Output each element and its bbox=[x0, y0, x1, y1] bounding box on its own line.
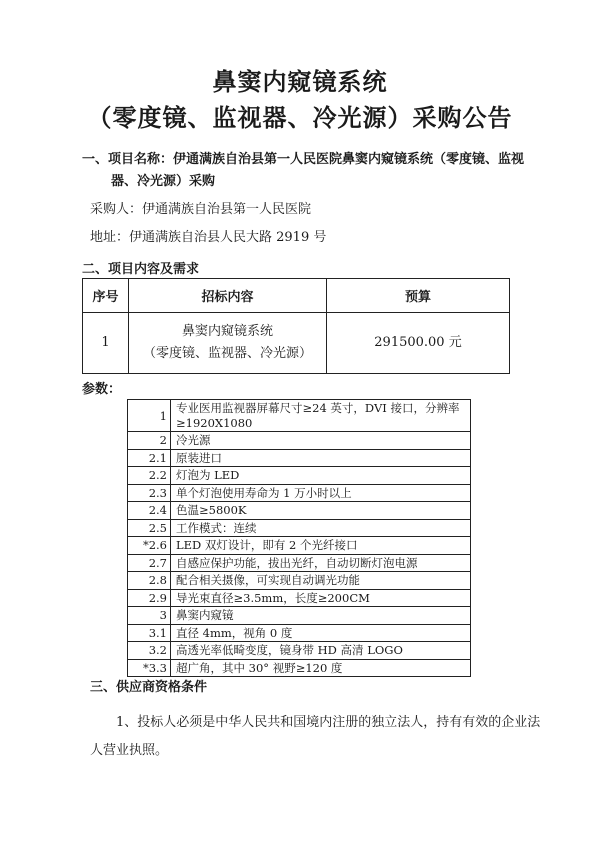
param-row bbox=[128, 589, 471, 607]
param-no: 2.1 bbox=[128, 449, 171, 467]
param-desc: LED 双灯设计，即有 2 个光纤接口 bbox=[171, 537, 471, 555]
section3-paragraph-line1: 1、投标人必须是中华人民共和国境内注册的独立法人，持有有效的企业法 bbox=[116, 715, 541, 730]
param-no: 2 bbox=[128, 432, 171, 450]
param-desc: 冷光源 bbox=[171, 432, 471, 450]
param-no: 3 bbox=[128, 607, 171, 625]
section3-heading: 三、供应商资格条件 bbox=[90, 680, 208, 695]
row-no: 1 bbox=[83, 313, 129, 374]
param-desc: 色温≥5800K bbox=[171, 502, 471, 520]
param-desc-line2: ≥1920X1080 bbox=[176, 415, 253, 430]
param-desc bbox=[171, 400, 471, 432]
param-row bbox=[128, 467, 471, 485]
document-title-line1: 鼻窦内窥镜系统 bbox=[212, 67, 388, 96]
param-row bbox=[128, 554, 471, 572]
project-name-heading-line2: 器、冷光源）采购 bbox=[111, 174, 216, 189]
table-row bbox=[83, 313, 510, 374]
param-no: 2.5 bbox=[128, 519, 171, 537]
param-row bbox=[128, 537, 471, 555]
purchaser-line: 采购人：伊通满族自治县第一人民医院 bbox=[90, 202, 312, 217]
param-desc: 单个灯泡使用寿命为 1 万小时以上 bbox=[171, 484, 471, 502]
param-desc-line1: 专业医用监视器屏幕尺寸≥24 英寸，DVI 接口，分辨率 bbox=[176, 400, 460, 415]
param-no: 2.7 bbox=[128, 554, 171, 572]
document-title-line2: （零度镜、监视器、冷光源）采购公告 bbox=[87, 103, 513, 132]
row-content-line2: （零度镜、监视器、冷光源） bbox=[142, 346, 312, 361]
param-row bbox=[128, 642, 471, 660]
param-no: *3.3 bbox=[128, 659, 171, 677]
param-no: 2.3 bbox=[128, 484, 171, 502]
param-row bbox=[128, 624, 471, 642]
param-row bbox=[128, 400, 471, 432]
param-desc: 配合相关摄像，可实现自动调光功能 bbox=[171, 572, 471, 590]
param-desc: 高透光率低畸变度，镜身带 HD 高清 LOGO bbox=[171, 642, 471, 660]
param-row bbox=[128, 607, 471, 625]
param-desc: 灯泡为 LED bbox=[171, 467, 471, 485]
param-row bbox=[128, 572, 471, 590]
section2-heading: 二、项目内容及需求 bbox=[82, 262, 200, 277]
param-desc: 自感应保护功能，拔出光纤，自动切断灯泡电源 bbox=[171, 554, 471, 572]
params-table bbox=[127, 399, 471, 677]
param-desc: 超广角，其中 30° 视野≥120 度 bbox=[171, 659, 471, 677]
row-budget: 291500.00 元 bbox=[327, 313, 510, 374]
param-no: 2.4 bbox=[128, 502, 171, 520]
param-row bbox=[128, 502, 471, 520]
param-row bbox=[128, 484, 471, 502]
params-label: 参数： bbox=[82, 382, 122, 397]
address-line: 地址：伊通满族自治县人民大路 2919 号 bbox=[90, 230, 327, 245]
param-no: 1 bbox=[128, 400, 171, 432]
requirements-table bbox=[82, 278, 510, 374]
table-header-row bbox=[83, 279, 510, 313]
col-header-budget: 预算 bbox=[327, 279, 510, 313]
param-no: 3.1 bbox=[128, 624, 171, 642]
param-no: 3.2 bbox=[128, 642, 171, 660]
param-desc: 鼻窦内窥镜 bbox=[171, 607, 471, 625]
param-row bbox=[128, 432, 471, 450]
param-no: 2.9 bbox=[128, 589, 171, 607]
param-no: 2.8 bbox=[128, 572, 171, 590]
param-desc: 导光束直径≥3.5mm，长度≥200CM bbox=[171, 589, 471, 607]
col-header-no: 序号 bbox=[83, 279, 129, 313]
param-desc: 工作模式：连续 bbox=[171, 519, 471, 537]
param-row bbox=[128, 449, 471, 467]
param-no: 2.2 bbox=[128, 467, 171, 485]
param-desc: 原装进口 bbox=[171, 449, 471, 467]
param-desc: 直径 4mm，视角 0 度 bbox=[171, 624, 471, 642]
param-row bbox=[128, 659, 471, 677]
row-content-line1: 鼻窦内窥镜系统 bbox=[181, 324, 273, 339]
row-content bbox=[129, 313, 327, 374]
param-no: *2.6 bbox=[128, 537, 171, 555]
param-row bbox=[128, 519, 471, 537]
section3-paragraph-line2: 人营业执照。 bbox=[90, 743, 169, 758]
project-name-heading-line1: 一、项目名称：伊通满族自治县第一人民医院鼻窦内窥镜系统（零度镜、监视 bbox=[82, 152, 525, 167]
col-header-content: 招标内容 bbox=[129, 279, 327, 313]
